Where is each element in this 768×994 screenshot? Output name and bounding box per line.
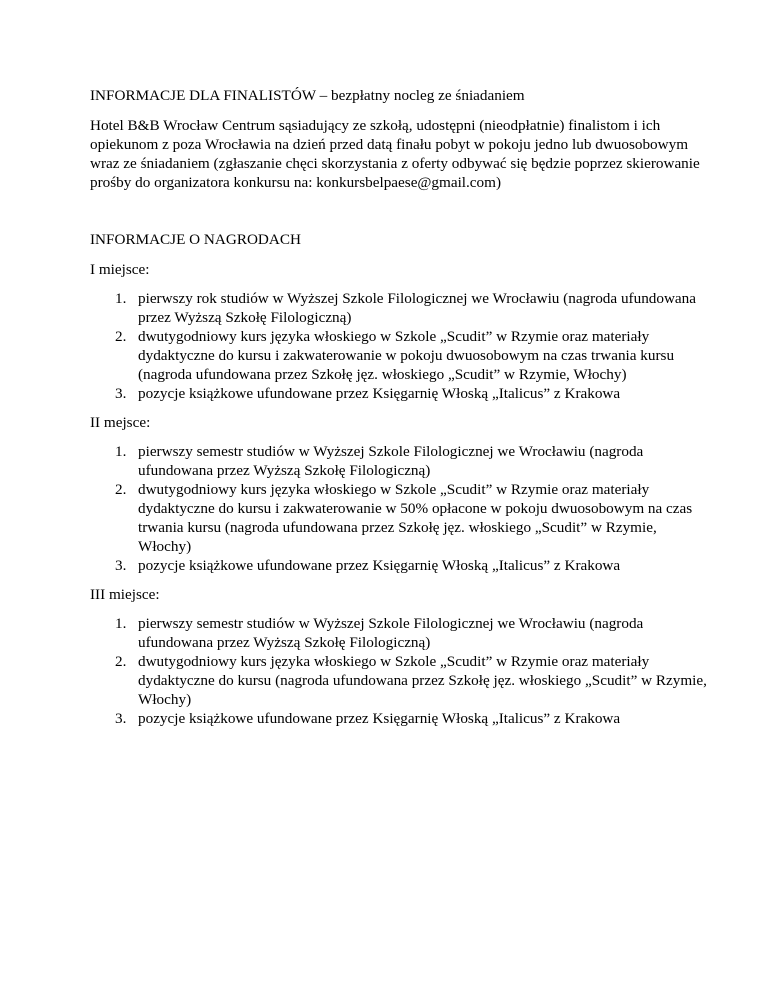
list-item-text: dwutygodniowy kurs języka włoskiego w Szkole „Scudit” w Rzymie oraz materiały dydaktyczne do kursu i zakwaterowanie w pokoju dwuosobowym na czas trwania kursu (nagroda ufundowana przez Szkołę jęz. włoskiego „Scudit” w Rzymie, Włochy) <box>138 328 675 383</box>
list-number: 2. <box>115 481 127 498</box>
list-item <box>90 289 710 327</box>
prize-list-third <box>90 614 710 728</box>
list-number: 3. <box>115 385 127 402</box>
list-item-text: dwutygodniowy kurs języka włoskiego w Szkole „Scudit” w Rzymie oraz materiały dydaktyczne do kursu i zakwaterowanie w 50% opłacone w pokoju dwuosobowym na czas trwania kursu (nagroda ufundowana przez Szkołę jęz. włoskiego „Scudit” w Rzymie, Włochy) <box>138 481 693 555</box>
list-number: 1. <box>115 615 127 632</box>
prize-list-first <box>90 289 710 403</box>
list-item <box>90 614 710 652</box>
list-item-text: pozycje książkowe ufundowane przez Księgarnię Włoską „Italicus” z Krakowa <box>138 710 621 727</box>
list-number: 1. <box>115 290 127 307</box>
list-item <box>90 327 710 384</box>
list-item <box>90 652 710 709</box>
heading-prizes: INFORMACJE O NAGRODACH <box>90 231 301 248</box>
list-number: 2. <box>115 653 127 670</box>
hotel-paragraph: Hotel B&B Wrocław Centrum sąsiadujący ze szkołą, udostępni (nieodpłatnie) finalistom i ich opiekunom z poza Wrocławia na dzień przed datą finału pobyt w pokoju jedno lub dwuosobowym wraz ze śniadaniem (zgłaszanie chęci skorzystania z oferty odbywać się będzie poprzez skierowanie prośby do organizatora konkursu na: konkursbelpaese@gmail.com) <box>90 117 700 191</box>
list-number: 3. <box>115 557 127 574</box>
place-label-second: II mejsce: <box>90 414 151 431</box>
list-number: 1. <box>115 443 127 460</box>
list-item-text: pierwszy rok studiów w Wyższej Szkole Filologicznej we Wrocławiu (nagroda ufundowana przez Wyższą Szkołę Filologiczną) <box>138 290 697 326</box>
list-item <box>90 384 710 403</box>
list-item-text: pozycje książkowe ufundowane przez Księgarnię Włoską „Italicus” z Krakowa <box>138 557 621 574</box>
list-item <box>90 709 710 728</box>
list-item <box>90 556 710 575</box>
list-item <box>90 480 710 556</box>
heading-finalists: INFORMACJE DLA FINALISTÓW – bezpłatny nocleg ze śniadaniem <box>90 87 525 104</box>
list-number: 2. <box>115 328 127 345</box>
list-item-text: pierwszy semestr studiów w Wyższej Szkole Filologicznej we Wrocławiu (nagroda ufundowana przez Wyższą Szkołę Filologiczną) <box>138 615 644 651</box>
list-item-text: dwutygodniowy kurs języka włoskiego w Szkole „Scudit” w Rzymie oraz materiały dydaktyczne do kursu (nagroda ufundowana przez Szkołę jęz. włoskiego „Scudit” w Rzymie, Włochy) <box>138 653 707 708</box>
list-number: 3. <box>115 710 127 727</box>
place-label-first: I miejsce: <box>90 261 150 278</box>
list-item-text: pozycje książkowe ufundowane przez Księgarnię Włoską „Italicus” z Krakowa <box>138 385 621 402</box>
list-item <box>90 442 710 480</box>
place-label-third: III miejsce: <box>90 586 160 603</box>
prize-list-second <box>90 442 710 575</box>
list-item-text: pierwszy semestr studiów w Wyższej Szkole Filologicznej we Wrocławiu (nagroda ufundowana przez Wyższą Szkołę Filologiczną) <box>138 443 644 479</box>
document-body <box>90 86 710 738</box>
